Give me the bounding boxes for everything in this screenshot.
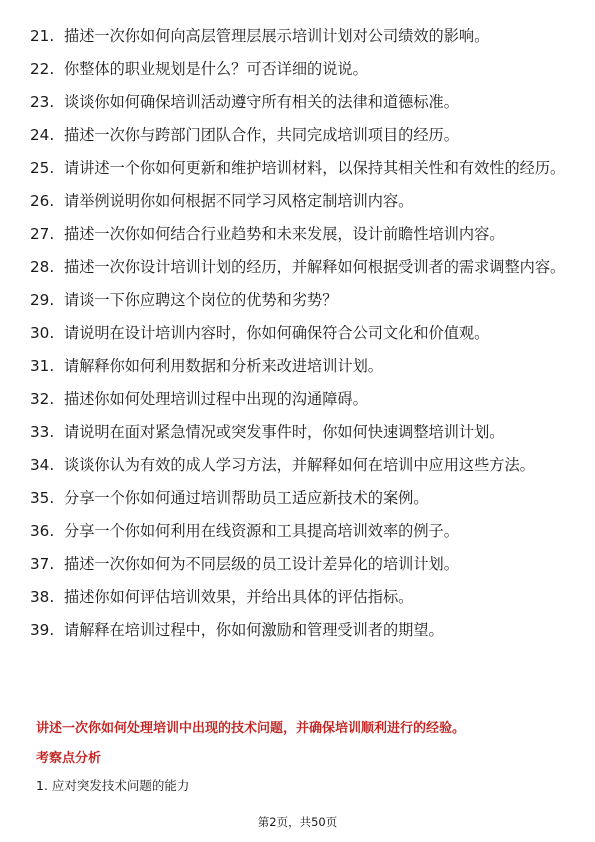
question-number: 25.	[30, 159, 55, 177]
question-number: 32.	[30, 390, 55, 408]
question-item	[30, 290, 570, 310]
question-item	[30, 59, 570, 79]
question-text: 请解释你如何利用数据和分析来改进培训计划。	[64, 357, 383, 375]
question-item	[30, 224, 570, 244]
question-item	[30, 389, 570, 409]
question-number: 28.	[30, 258, 55, 276]
analysis-point: 1. 应对突发技术问题的能力	[36, 778, 190, 793]
question-number: 33.	[30, 423, 55, 441]
question-item	[30, 257, 570, 277]
question-item	[30, 356, 570, 376]
question-number: 24.	[30, 126, 55, 144]
question-item	[30, 191, 570, 211]
question-number: 23.	[30, 93, 55, 111]
question-item	[30, 158, 570, 178]
question-item	[30, 521, 570, 541]
question-number: 37.	[30, 555, 55, 573]
question-item	[30, 26, 570, 46]
question-text: 请说明在面对紧急情况或突发事件时，你如何快速调整培训计划。	[64, 423, 505, 441]
question-number: 30.	[30, 324, 55, 342]
question-number: 38.	[30, 588, 55, 606]
question-number: 34.	[30, 456, 55, 474]
question-text: 请解释在培训过程中，你如何激励和管理受训者的期望。	[64, 621, 444, 639]
question-text: 分享一个你如何利用在线资源和工具提高培训效率的例子。	[64, 522, 459, 540]
question-number: 35.	[30, 489, 55, 507]
question-number: 21.	[30, 27, 55, 45]
question-item	[30, 455, 570, 475]
question-text: 请说明在设计培训内容时，你如何确保符合公司文化和价值观。	[64, 324, 490, 342]
page-footer: 第2页，共50页	[257, 815, 338, 829]
analysis-heading: 考察点分析	[36, 751, 102, 766]
question-item	[30, 92, 570, 112]
question-text: 请谈一下你应聘这个岗位的优势和劣势？	[64, 291, 338, 309]
question-text: 谈谈你认为有效的成人学习方法，并解释如何在培训中应用这些方法。	[64, 456, 535, 474]
question-number: 26.	[30, 192, 55, 210]
question-item	[30, 554, 570, 574]
question-list	[30, 26, 570, 653]
question-item	[30, 422, 570, 442]
question-number: 36.	[30, 522, 55, 540]
question-item	[30, 323, 570, 343]
highlighted-question: 讲述一次你如何处理培训中出现的技术问题，并确保培训顺利进行的经验。	[36, 721, 466, 736]
question-text: 描述你如何评估培训效果，并给出具体的评估指标。	[64, 588, 414, 606]
question-text: 你整体的职业规划是什么？可否详细的说说。	[64, 60, 368, 78]
question-number: 27.	[30, 225, 55, 243]
question-text: 描述一次你如何结合行业趋势和未来发展，设计前瞻性培训内容。	[64, 225, 505, 243]
question-text: 描述一次你设计培训计划的经历，并解释如何根据受训者的需求调整内容。	[64, 258, 566, 276]
question-text: 描述你如何处理培训过程中出现的沟通障碍。	[64, 390, 368, 408]
question-item	[30, 620, 570, 640]
question-item	[30, 587, 570, 607]
question-item	[30, 488, 570, 508]
question-text: 谈谈你如何确保培训活动遵守所有相关的法律和道德标准。	[64, 93, 459, 111]
question-number: 29.	[30, 291, 55, 309]
question-number: 31.	[30, 357, 55, 375]
question-text: 请举例说明你如何根据不同学习风格定制培训内容。	[64, 192, 414, 210]
question-text: 请讲述一个你如何更新和维护培训材料，以保持其相关性和有效性的经历。	[64, 159, 566, 177]
question-text: 描述一次你如何向高层管理层展示培训计划对公司绩效的影响。	[64, 27, 490, 45]
question-number: 22.	[30, 60, 55, 78]
question-text: 描述一次你与跨部门团队合作，共同完成培训项目的经历。	[64, 126, 459, 144]
question-text: 描述一次你如何为不同层级的员工设计差异化的培训计划。	[64, 555, 459, 573]
question-item	[30, 125, 570, 145]
question-text: 分享一个你如何通过培训帮助员工适应新技术的案例。	[64, 489, 429, 507]
question-number: 39.	[30, 621, 55, 639]
